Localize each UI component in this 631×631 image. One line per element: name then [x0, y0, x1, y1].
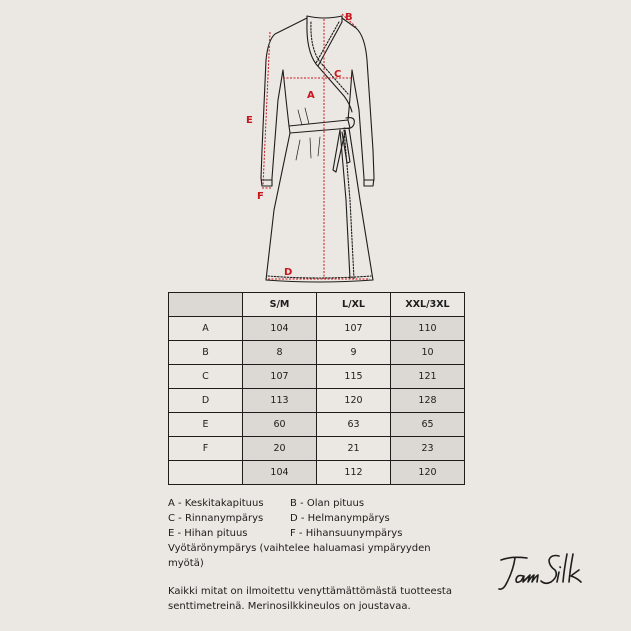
table-cell: 128: [391, 389, 465, 413]
label-a: A: [307, 90, 315, 101]
table-cell: 21: [317, 437, 391, 461]
table-cell: 60: [243, 413, 317, 437]
legend-f: F - Hihansuunympärys: [290, 528, 403, 539]
label-e: E: [246, 115, 253, 126]
measurement-legend: [168, 496, 468, 571]
table-cell: 8: [243, 341, 317, 365]
header-cell: L/XL: [317, 293, 391, 317]
row-label: B: [169, 341, 243, 365]
table-cell: 20: [243, 437, 317, 461]
table-row: [169, 317, 465, 341]
header-cell: S/M: [243, 293, 317, 317]
header-cell: XXL/3XL: [391, 293, 465, 317]
table-cell: 107: [243, 365, 317, 389]
row-label: [169, 461, 243, 485]
legend-d: D - Helmanympärys: [290, 513, 390, 524]
table-row: [169, 365, 465, 389]
table-cell: 120: [317, 389, 391, 413]
table-row: [169, 413, 465, 437]
table-cell: 115: [317, 365, 391, 389]
table-cell: 63: [317, 413, 391, 437]
table-cell: 113: [243, 389, 317, 413]
measurement-note: Kaikki mitat on ilmoitettu venyttämättömästä tuotteesta senttimetreinä. Merinosilkkineulos on joustavaa.: [168, 586, 452, 612]
legend-waist: Vyötärönympärys (vaihtelee haluamasi ympäryyden myötä): [168, 543, 431, 569]
row-label: E: [169, 413, 243, 437]
table-cell: 107: [317, 317, 391, 341]
legend-e: E - Hihan pituus: [168, 528, 248, 539]
label-c: C: [334, 69, 342, 80]
size-table: [168, 292, 465, 485]
label-d: D: [284, 267, 293, 278]
header-cell: [169, 293, 243, 317]
table-row: [169, 389, 465, 413]
table-cell: 110: [391, 317, 465, 341]
tamsilk-logo: [497, 548, 597, 602]
table-row: [169, 341, 465, 365]
label-b: B: [345, 12, 353, 23]
legend-row: [168, 526, 468, 541]
legend-row: [168, 511, 468, 526]
row-label: A: [169, 317, 243, 341]
dress-diagram: [0, 0, 631, 290]
legend-row: [168, 496, 468, 511]
table-row: [169, 461, 465, 485]
table-cell: 120: [391, 461, 465, 485]
table-cell: 9: [317, 341, 391, 365]
table-cell: 104: [243, 317, 317, 341]
row-label: C: [169, 365, 243, 389]
table-cell: 10: [391, 341, 465, 365]
label-f: F: [257, 191, 264, 202]
legend-c: C - Rinnanympärys: [168, 513, 264, 524]
row-label: F: [169, 437, 243, 461]
row-label: D: [169, 389, 243, 413]
table-cell: 104: [243, 461, 317, 485]
table-header-row: [169, 293, 465, 317]
table-row: [169, 437, 465, 461]
legend-a: A - Keskitakapituus: [168, 498, 264, 509]
table-cell: 65: [391, 413, 465, 437]
table-cell: 121: [391, 365, 465, 389]
legend-b: B - Olan pituus: [290, 498, 365, 509]
table-cell: 112: [317, 461, 391, 485]
table-cell: 23: [391, 437, 465, 461]
